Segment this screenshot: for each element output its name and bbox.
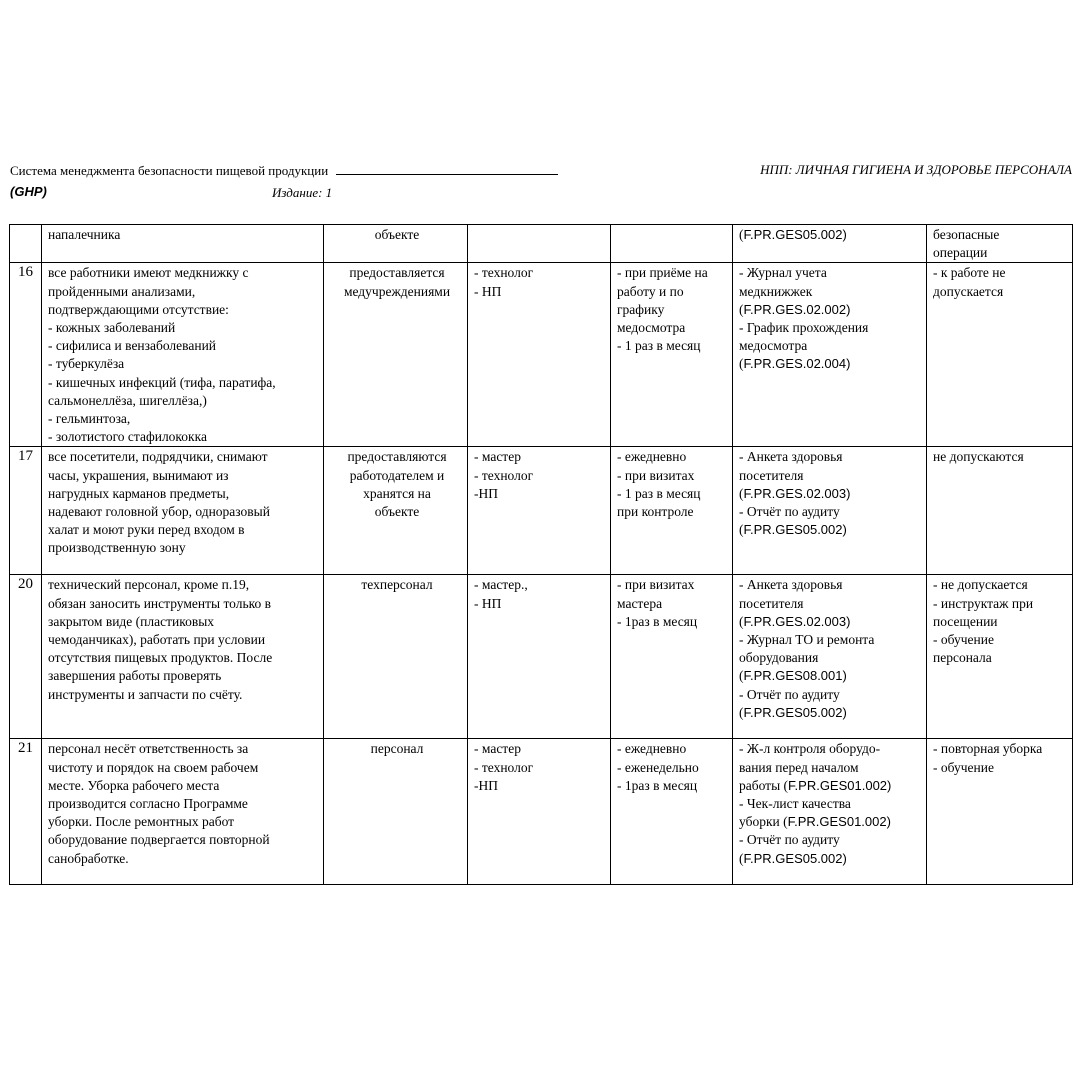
row-number: 16: [10, 263, 42, 447]
row-number: 17: [10, 447, 42, 575]
provided-by-cell: [324, 575, 468, 739]
record-code: F.PR.GES01.002): [787, 814, 891, 830]
record-code: F.PR.GES.02.002): [743, 301, 851, 317]
cell-line: халат и моют руки перед входом в: [48, 522, 245, 538]
record-text: - Отчёт по аудиту: [739, 686, 840, 702]
hygiene-requirements-table: [9, 224, 1073, 885]
record-text: - Ж-л контроля оборудо-: [739, 741, 881, 757]
cell-line: при контроле: [617, 504, 694, 520]
records-cell: [733, 225, 927, 263]
record-text: медкнижжек: [739, 283, 813, 299]
record-code: F.PR.GES05.002): [743, 704, 847, 720]
frequency-cell: [611, 739, 733, 885]
cell-line: персонал: [370, 741, 424, 757]
cell-line: - при приёме на: [617, 265, 708, 281]
cell-line: сальмонеллёза, шигеллёза,): [48, 392, 207, 408]
cell-line: [474, 226, 607, 244]
cell-line: - мастер: [474, 449, 521, 465]
cell-line: часы, украшения, вынимают из: [48, 467, 229, 483]
cell-line: техперсонал: [361, 577, 433, 593]
cell-line: работодателем и: [349, 467, 445, 483]
cell-line: чистоту и порядок на своем рабочем: [48, 759, 259, 775]
cell-line: - 1раз в месяц: [617, 613, 698, 629]
cell-line: все посетители, подрядчики, снимают: [48, 449, 268, 465]
table-row: [10, 575, 1073, 739]
cell-line: подтверждающими отсутствие:: [48, 301, 229, 317]
management-system-line: [10, 162, 558, 179]
cell-line: - ежедневно: [617, 449, 687, 465]
provided-by-cell: [324, 447, 468, 575]
cell-line: - золотистого стафилококка: [48, 429, 207, 445]
table-row: [10, 263, 1073, 447]
cell-line: месте. Уборка рабочего места: [48, 777, 220, 793]
cell-line: хранятся на: [363, 485, 431, 501]
requirement-cell: [42, 739, 324, 885]
cell-line: работу и по: [617, 283, 684, 299]
record-line: [739, 485, 923, 503]
record-text: (: [739, 850, 744, 866]
cell-line: санобработке.: [48, 850, 129, 866]
record-line: [739, 704, 923, 722]
record-text: вания перед началом: [739, 759, 859, 775]
record-code: F.PR.GES.02.003): [743, 613, 851, 629]
frequency-cell: [611, 225, 733, 263]
cell-line: - инструктаж при: [933, 595, 1034, 611]
record-line: [739, 319, 923, 337]
blank-fill-line: [336, 162, 558, 175]
cell-line: графику: [617, 301, 665, 317]
cell-line: - еженедельно: [617, 759, 699, 775]
cell-line: все работники имеют медкнижку с: [48, 265, 249, 281]
cell-line: объекте: [374, 504, 420, 520]
cell-line: - технолог: [474, 467, 534, 483]
cell-line: персонала: [933, 650, 992, 666]
record-text: работы (: [739, 777, 789, 793]
cell-line: объекте: [374, 227, 420, 242]
cell-line: - кишечных инфекций (тифа, паратифа,: [48, 374, 276, 390]
document-title: НПП: ЛИЧНАЯ ГИГИЕНА И ЗДОРОВЬЕ ПЕРСОНАЛА: [760, 162, 1072, 177]
record-line: [739, 813, 923, 831]
cell-line: персонал несёт ответственность за: [48, 741, 249, 757]
record-text: медосмотра: [739, 338, 808, 354]
cell-line: предоставляются: [347, 449, 447, 465]
record-line: [739, 613, 923, 631]
record-text: (: [739, 522, 744, 538]
row-number: 20: [10, 575, 42, 739]
record-line: [739, 595, 923, 613]
cell-line: - 1 раз в месяц: [617, 338, 701, 354]
row-number: 21: [10, 739, 42, 885]
record-text: (: [739, 301, 744, 317]
record-code: F.PR.GES01.002): [788, 777, 892, 793]
cell-line: инструменты и запчасти по счёту.: [48, 686, 243, 702]
table-row: [10, 447, 1073, 575]
record-text: - График прохождения: [739, 320, 869, 336]
cell-line: чемоданчиках), работать при условии: [48, 632, 266, 648]
cell-line: предоставляется: [349, 265, 445, 281]
frequency-cell: [611, 263, 733, 447]
cell-line: отсутствия пищевых продуктов. После: [48, 650, 273, 666]
cell-line: нагрудных карманов предметы,: [48, 485, 230, 501]
cell-line: посещении: [933, 613, 998, 629]
record-text: посетителя: [739, 595, 804, 611]
cell-line: завершения работы проверять: [48, 668, 222, 684]
cell-line: - не допускается: [933, 577, 1028, 593]
cell-line: - обучение: [933, 759, 994, 775]
cell-line: допускается: [933, 283, 1004, 299]
cell-line: -НП: [474, 485, 498, 501]
table-row: [10, 225, 1073, 263]
record-text: - Анкета здоровья: [739, 449, 843, 465]
cell-line: - гельминтоза,: [48, 411, 131, 427]
provided-by-cell: [324, 739, 468, 885]
row-number: [10, 225, 42, 263]
cell-line: - обучение: [933, 632, 994, 648]
record-text: - Анкета здоровья: [739, 577, 843, 593]
cell-line: - туберкулёза: [48, 356, 125, 372]
cell-line: [617, 226, 729, 244]
record-line: [739, 264, 923, 282]
cell-line: производится согласно Программе: [48, 796, 248, 812]
record-line: [739, 226, 923, 244]
cell-line: - повторная уборка: [933, 741, 1043, 757]
corrective-action-cell: [927, 225, 1073, 263]
record-code: F.PR.GES05.002): [743, 522, 847, 538]
cell-line: - НП: [474, 595, 502, 611]
record-line: [739, 831, 923, 849]
record-line: [739, 576, 923, 594]
record-line: [739, 521, 923, 539]
requirement-cell: [42, 447, 324, 575]
cell-line: - сифилиса и вензаболеваний: [48, 338, 217, 354]
record-code: F.PR.GES.02.003): [743, 485, 851, 501]
cell-line: надевают головной убор, одноразовый: [48, 504, 270, 520]
ghp-label: (GHP): [10, 184, 47, 199]
record-text: оборудования: [739, 650, 819, 666]
provided-by-cell: [324, 225, 468, 263]
edition-label: Издание: 1: [272, 185, 333, 200]
records-cell: [733, 263, 927, 447]
record-text: (: [739, 356, 744, 372]
corrective-action-cell: [927, 447, 1073, 575]
cell-line: - ежедневно: [617, 741, 687, 757]
cell-line: закрытом виде (пластиковых: [48, 613, 215, 629]
responsible-cell: [468, 263, 611, 447]
record-text: (: [739, 668, 744, 684]
corrective-action-cell: [927, 739, 1073, 885]
record-text: - Отчёт по аудиту: [739, 832, 840, 848]
record-line: [739, 283, 923, 301]
record-text: (: [739, 485, 744, 501]
record-text: посетителя: [739, 467, 804, 483]
cell-line: безопасные: [933, 227, 1000, 242]
cell-line: напалечника: [48, 227, 121, 242]
record-line: [739, 686, 923, 704]
cell-line: - 1 раз в месяц: [617, 485, 701, 501]
record-text: - Отчёт по аудиту: [739, 504, 840, 520]
records-cell: [733, 739, 927, 885]
cell-line: - 1раз в месяц: [617, 777, 698, 793]
cell-line: - технолог: [474, 759, 534, 775]
record-code: F.PR.GES08.001): [743, 668, 847, 684]
record-code: F.PR.GES.02.004): [743, 356, 851, 372]
cell-line: - кожных заболеваний: [48, 320, 176, 336]
cell-line: уборки. После ремонтных работ: [48, 814, 235, 830]
record-line: [739, 467, 923, 485]
cell-line: мастера: [617, 595, 663, 611]
record-line: [739, 631, 923, 649]
record-text: (: [739, 704, 744, 720]
cell-line: технический персонал, кроме п.19,: [48, 577, 250, 593]
responsible-cell: [468, 575, 611, 739]
record-line: [739, 301, 923, 319]
provided-by-cell: [324, 263, 468, 447]
record-line: [739, 355, 923, 373]
frequency-cell: [611, 575, 733, 739]
corrective-action-cell: [927, 263, 1073, 447]
record-text: - Журнал ТО и ремонта: [739, 632, 875, 648]
cell-line: медучреждениями: [343, 283, 451, 299]
record-line: [739, 337, 923, 355]
cell-line: обязан заносить инструменты только в: [48, 595, 272, 611]
record-code: F.PR.GES05.002): [743, 227, 847, 242]
cell-line: - мастер: [474, 741, 521, 757]
responsible-cell: [468, 225, 611, 263]
cell-line: - технолог: [474, 265, 534, 281]
record-line: [739, 777, 923, 795]
cell-line: - при визитах: [617, 467, 695, 483]
record-line: [739, 759, 923, 777]
responsible-cell: [468, 447, 611, 575]
cell-line: операции: [933, 245, 988, 261]
cell-line: - мастер.,: [474, 577, 528, 593]
cell-line: производственную зону: [48, 540, 186, 556]
cell-line: не допускаются: [933, 449, 1024, 465]
record-line: [739, 850, 923, 868]
requirement-cell: [42, 225, 324, 263]
record-text: (: [739, 613, 744, 629]
record-text: - Чек-лист качества: [739, 796, 851, 812]
record-line: [739, 667, 923, 685]
cell-line: - к работе не: [933, 265, 1006, 281]
cell-line: -НП: [474, 777, 498, 793]
record-line: [739, 740, 923, 758]
records-cell: [733, 447, 927, 575]
records-cell: [733, 575, 927, 739]
record-code: F.PR.GES05.002): [743, 850, 847, 866]
frequency-cell: [611, 447, 733, 575]
corrective-action-cell: [927, 575, 1073, 739]
cell-line: пройденными анализами,: [48, 283, 196, 299]
requirement-cell: [42, 575, 324, 739]
record-line: [739, 649, 923, 667]
table-row: [10, 739, 1073, 885]
requirement-cell: [42, 263, 324, 447]
record-line: [739, 795, 923, 813]
cell-line: медосмотра: [617, 320, 686, 336]
record-text: - Журнал учета: [739, 265, 827, 281]
record-line: [739, 448, 923, 466]
system-title: Система менеджмента безопасности пищевой продукции: [10, 163, 329, 178]
record-text: уборки (: [739, 814, 788, 830]
record-text: (: [739, 227, 744, 242]
cell-line: оборудование подвергается повторной: [48, 832, 270, 848]
responsible-cell: [468, 739, 611, 885]
cell-line: - НП: [474, 283, 502, 299]
record-line: [739, 503, 923, 521]
cell-line: - при визитах: [617, 577, 695, 593]
